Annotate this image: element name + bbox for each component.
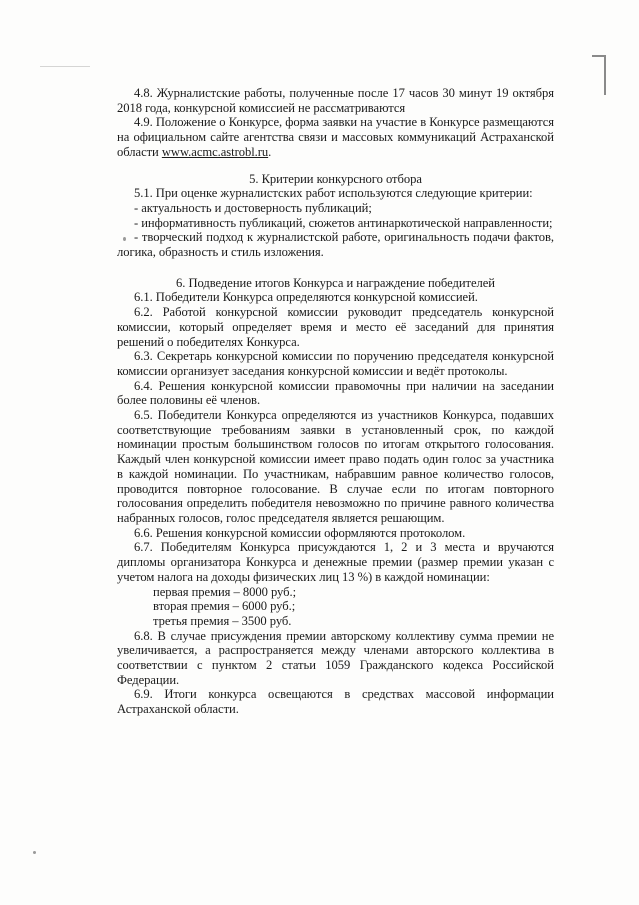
paragraph-4-8: 4.8. Журналистские работы, полученные после 17 часов 30 минут 19 октября 2018 года, конкурсной комиссией не рассматриваются [117,86,554,115]
paragraph-6-3: 6.3. Секретарь конкурсной комиссии по поручению председателя конкурсной комиссии организует заседания конкурсной комиссии и ведёт протоколы. [117,349,554,378]
criterion-1: - актуальность и достоверность публикаций; [134,200,372,215]
paragraph-6-6: 6.6. Решения конкурсной комиссии оформляются протоколом. [134,525,466,540]
prize-first: первая премия – 8000 руб.; [153,584,297,599]
paragraph-6-4: 6.4. Решения конкурсной комиссии правомочны при наличии на заседании более половины её членов. [117,378,554,408]
paragraph-4-9-end: . [268,144,272,159]
paragraph-6-9: 6.9. Итоги конкурса освещаются в средствах массовой информации Астраханской области. [117,687,554,717]
paragraph-4-9-text: 4.9. Положение о Конкурсе, форма заявки на участие в Конкурсе размещаются на официальном сайте агентства связи и массовых коммуникаций Астраханской области [117,115,554,159]
paragraph-4-9 [117,115,554,159]
scan-speck [33,851,36,854]
document-page [117,86,554,717]
paragraph-5-1: 5.1. При оценке журналистских работ используются следующие критерии: [134,186,533,201]
criterion-3: - творческий подход к журналистской работе, оригинальность подачи фактов, логика, образность и стиль изложения. [117,230,554,260]
paragraph-6-8: 6.8. В случае присуждения премии авторскому коллективу сумма премии не увеличивается, а распространяется между членами авторского коллектива в соответствии с пунктом 2 статьи 1059 Гражданского кодекса Российской Федерации. [117,628,554,687]
paragraph-6-7: 6.7. Победителям Конкурса присуждаются 1, 2 и 3 места и вручаются дипломы организатора Конкурса и денежные премии (размер премии указан с учетом налога на доходы физических лиц 13 %) в каждой номинации: [117,540,554,584]
prize-second: вторая премия – 6000 руб.; [153,599,296,614]
prize-third: третья премия – 3500 руб. [153,613,292,628]
section-5-title: 5. Критерии конкурсного отбора [249,171,422,186]
website-link[interactable]: www.acmc.astrobl.ru [161,144,269,159]
section-6-title: 6. Подведение итогов Конкурса и награждение победителей [176,275,495,290]
paragraph-6-5: 6.5. Победители Конкурса определяются из участников Конкурса, подавших соответствующие требованиям заявки в установленный срок, по каждой номинации простым большинством голосов по итогам открытого голосования. Каждый член конкурсной комиссии имеет право подать один голос за участника в каждой номинации. По участникам, набравшим равное количество голосов, проводится повторное голосование. В случае если по итогам повторного голосования определить победителя невозможно по причине равного количества набранных голосов, голос председателя является решающим. [117,408,554,525]
paragraph-6-1: 6.1. Победители Конкурса определяются конкурсной комиссией. [134,290,478,305]
scan-mark-right-edge [604,55,606,95]
scan-mark-top [40,66,90,67]
criterion-2: - информативность публикаций, сюжетов антинаркотической направленности; [134,215,553,230]
paragraph-6-2: 6.2. Работой конкурсной комиссии руководит председатель конкурсной комиссии, который определяет время и место её заседаний для принятия решений о победителях Конкурса. [117,305,554,349]
